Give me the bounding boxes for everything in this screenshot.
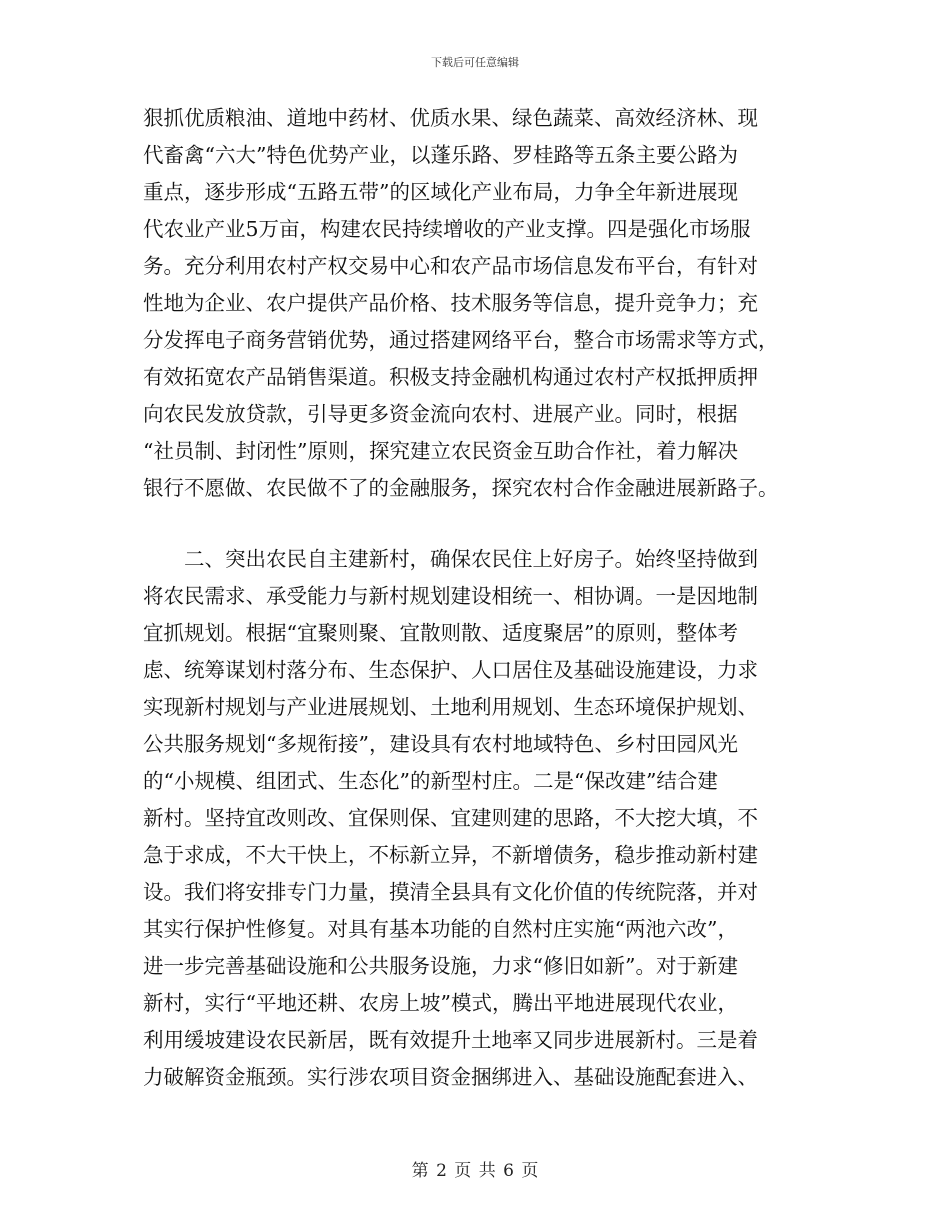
text-line: 利用缓坡建设农民新居，既有效提升土地率又同步进展新村。三是着 [143,1028,758,1052]
page-footer: 第 2 页 共 6 页 [411,1161,539,1181]
text-line: 实现新村规划与产业进展规划、土地利用规划、生态环境保护规划、 [143,695,758,719]
document-body [143,100,823,1096]
text-line: 虑、统筹谋划村落分布、生态保护、人口居住及基础设施建设，力求 [143,658,758,682]
text-line: 将农民需求、承受能力与新村规划建设相统一、相协调。一是因地制 [143,584,758,608]
paragraph-2 [143,541,823,1096]
text-line: 银行不愿做、农民做不了的金融服务，探究农村合作金融进展新路子。 [143,476,779,500]
text-line: 狠抓优质粮油、道地中药材、优质水果、绿色蔬菜、高效经济林、现 [143,106,758,130]
text-line: 有效拓宽农产品销售渠道。积极支持金融机构通过农村产权抵押质押 [143,365,758,389]
text-line: 急于求成，不大干快上，不标新立异，不新增债务，稳步推动新村建 [143,843,758,867]
text-line: 宜抓规划。根据“宜聚则聚、宜散则散、适度聚居”的原则，整体考 [143,621,738,645]
text-line: 代农业产业5万亩，构建农民持续增收的产业支撑。四是强化市场服 [143,217,751,241]
text-line: 重点，逐步形成“五路五带”的区域化产业布局，力争全年新进展现 [143,180,738,204]
paragraph-gap [143,507,823,541]
text-line: 分发挥电子商务营销优势，通过搭建网络平台，整合市场需求等方式， [143,328,779,352]
page-header: 下载后可任意编辑 [431,56,519,69]
text-line: 其实行保护性修复。对具有基本功能的自然村庄实施“两池六改”， [143,917,738,941]
text-line: 二、突出农民自主建新村，确保农民住上好房子。始终坚持做到 [143,547,758,571]
text-line: 力破解资金瓶颈。实行涉农项目资金捆绑进入、基础设施配套进入、 [143,1065,758,1089]
text-line: 的“小规模、组团式、生态化”的新型村庄。二是“保改建”结合建 [143,769,718,793]
text-line: 向农民发放贷款，引导更多资金流向农村、进展产业。同时，根据 [143,402,738,426]
text-line: 设。我们将安排专门力量，摸清全县具有文化价值的传统院落，并对 [143,880,758,904]
text-line: 进一步完善基础设施和公共服务设施，力求“修旧如新”。对于新建 [143,954,738,978]
text-line: 性地为企业、农户提供产品价格、技术服务等信息，提升竞争力；充 [143,291,758,315]
paragraph-1 [143,100,823,507]
text-line: 公共服务规划“多规衔接”，建设具有农村地域特色、乡村田园风光 [143,732,738,756]
text-line: 新村。坚持宜改则改、宜保则保、宜建则建的思路，不大挖大填，不 [143,806,758,830]
text-line: 代畜禽“六大”特色优势产业，以蓬乐路、罗桂路等五条主要公路为 [143,143,738,167]
text-line: “社员制、封闭性”原则，探究建立农民资金互助合作社，着力解决 [143,439,738,463]
text-line: 新村，实行“平地还耕、农房上坡”模式，腾出平地进展现代农业， [143,991,738,1015]
text-line: 务。充分利用农村产权交易中心和农产品市场信息发布平台，有针对 [143,254,758,278]
